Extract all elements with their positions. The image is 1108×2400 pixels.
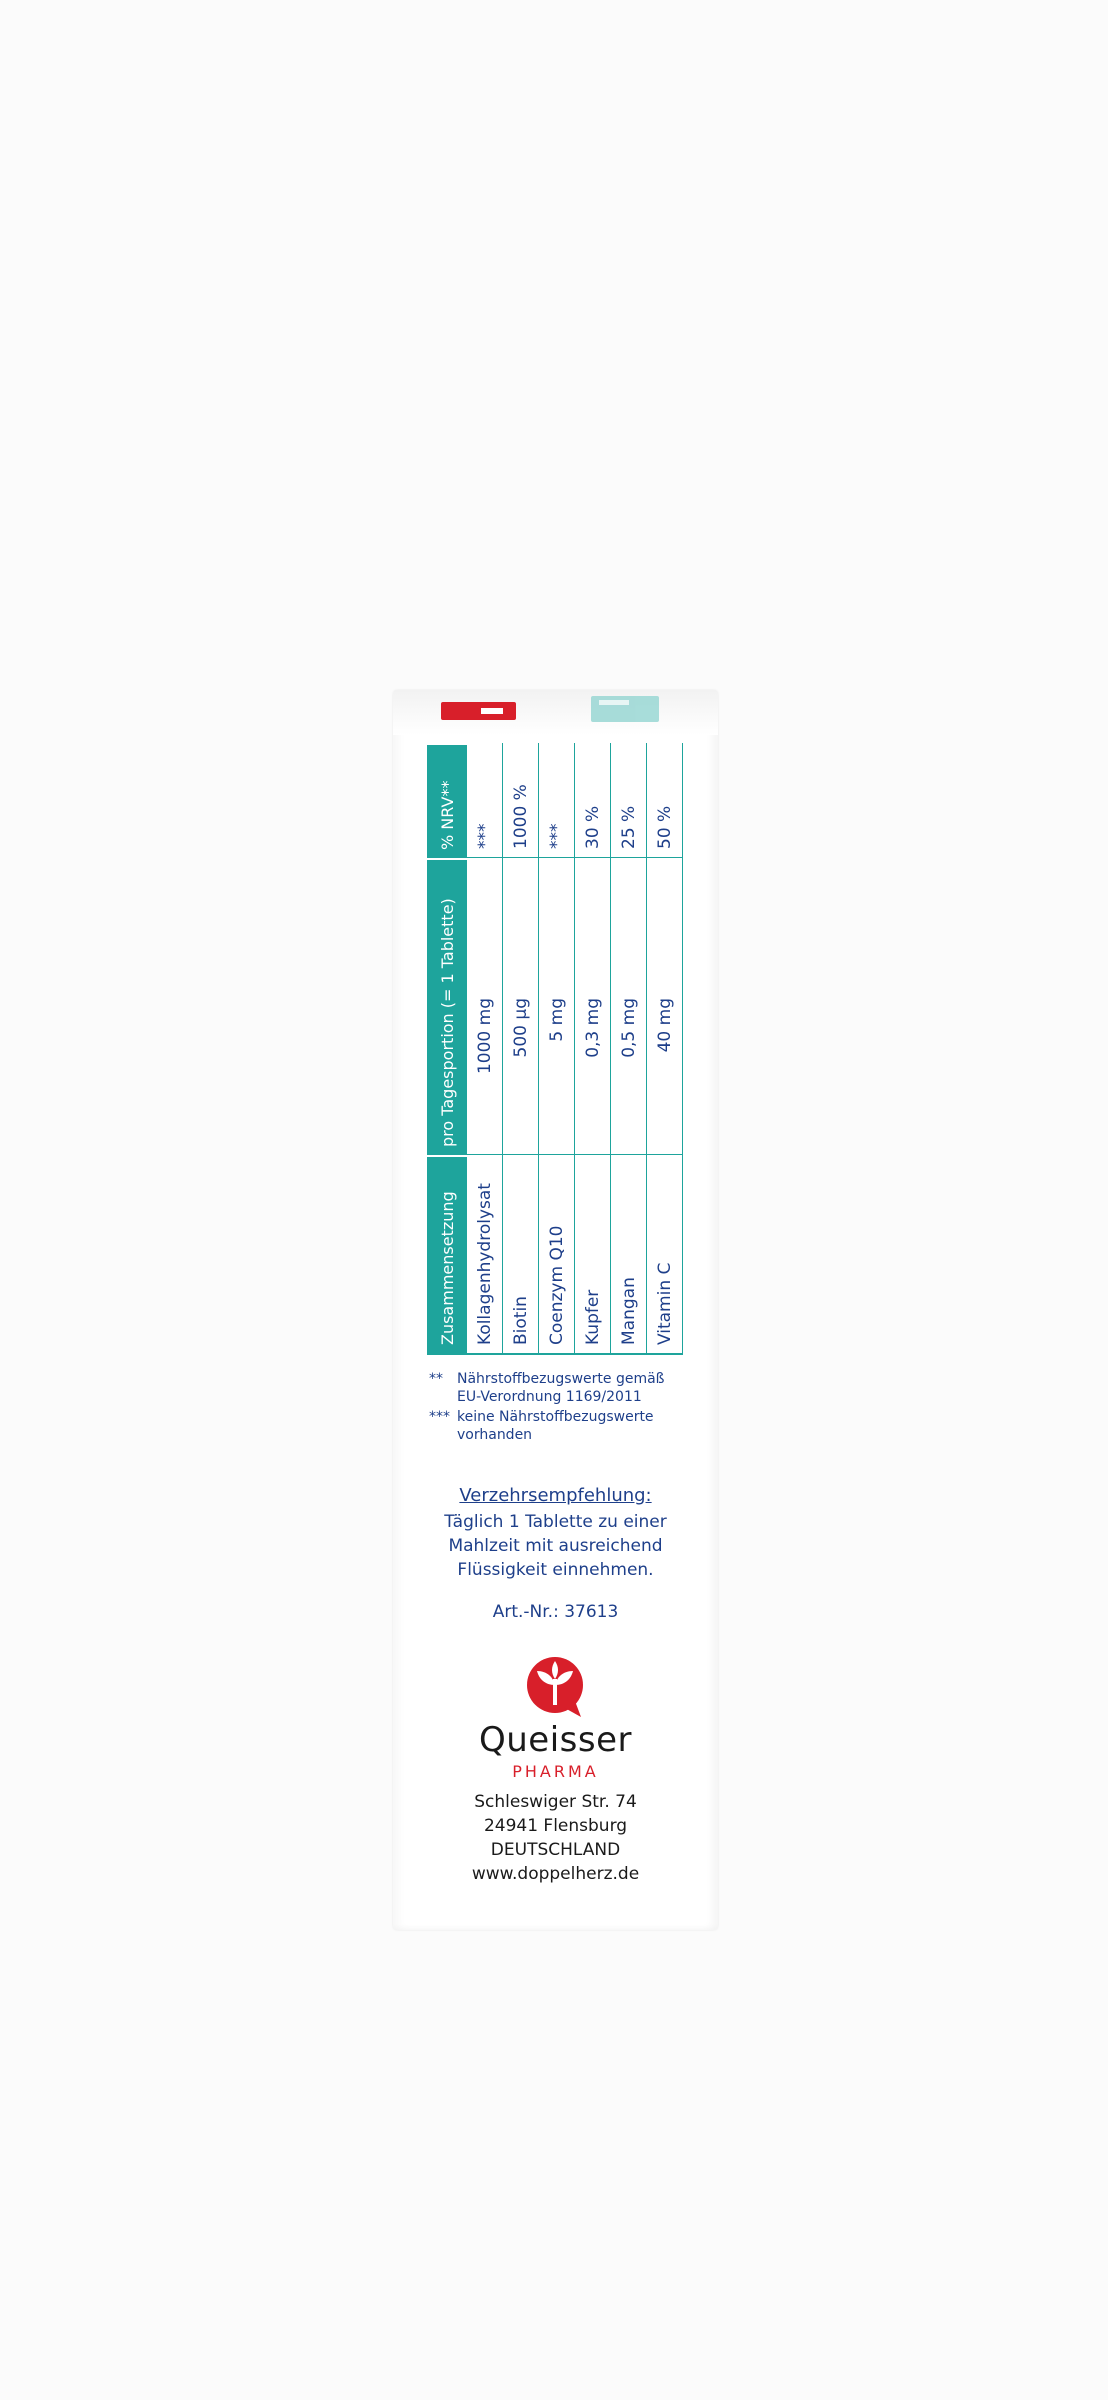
table-cell-ingredient: Biotin bbox=[503, 1155, 539, 1353]
nutrition-table bbox=[427, 743, 683, 1355]
recommendation-text: Täglich 1 Tablette zu einer Mahlzeit mit ausreichend Flüssigkeit einnehmen. bbox=[444, 1512, 667, 1580]
header-nrv: % NRV** bbox=[427, 743, 467, 858]
article-number: Art.-Nr.: 37613 bbox=[492, 1602, 619, 1622]
address-block bbox=[393, 1790, 718, 1886]
product-box-side-panel bbox=[393, 690, 718, 1930]
table-cell-amount: 500 µg bbox=[503, 858, 539, 1155]
table-cell-ingredient: Kollagenhydrolysat bbox=[467, 1155, 503, 1353]
recommendation-title: Verzehrsempfehlung: bbox=[459, 1485, 652, 1506]
box-top-flap bbox=[393, 690, 718, 735]
address-street: Schleswiger Str. 74 bbox=[474, 1792, 637, 1812]
website-link[interactable]: www.doppelherz.de bbox=[471, 1864, 640, 1884]
footnote-mark: ** bbox=[429, 1371, 443, 1387]
table-cell-nrv: *** bbox=[467, 743, 503, 858]
footnote-text: keine Nährstoffbezugswerte vorhanden bbox=[457, 1409, 654, 1443]
footnote-mark: *** bbox=[429, 1409, 450, 1425]
nutrition-table-container bbox=[427, 745, 683, 1355]
header-daily-portion: pro Tagesportion (= 1 Tablette) bbox=[427, 858, 467, 1155]
table-cell-amount: 0,5 mg bbox=[611, 858, 647, 1155]
table-cell-ingredient: Coenzym Q10 bbox=[539, 1155, 575, 1353]
header-composition: Zusammensetzung bbox=[427, 1155, 467, 1353]
table-cell-amount: 1000 mg bbox=[467, 858, 503, 1155]
table-cell-amount: 40 mg bbox=[647, 858, 683, 1155]
table-cell-amount: 0,3 mg bbox=[575, 858, 611, 1155]
address-city: 24941 Flensburg bbox=[483, 1816, 628, 1836]
footnote bbox=[429, 1408, 689, 1444]
footnote bbox=[429, 1370, 689, 1406]
table-cell-ingredient: Mangan bbox=[611, 1155, 647, 1353]
table-cell-nrv: 30 % bbox=[575, 743, 611, 858]
brand-name: Queisser bbox=[479, 1720, 632, 1760]
table-cell-nrv: 25 % bbox=[611, 743, 647, 858]
table-cell-ingredient: Vitamin C bbox=[647, 1155, 683, 1353]
queisser-leaf-logo-icon bbox=[523, 1655, 587, 1719]
table-cell-nrv: *** bbox=[539, 743, 575, 858]
table-cell-nrv: 1000 % bbox=[503, 743, 539, 858]
address-country: DEUTSCHLAND bbox=[490, 1840, 621, 1860]
flap-teal-print bbox=[591, 696, 659, 722]
brand-sub: PHARMA bbox=[512, 1762, 599, 1781]
footnotes bbox=[429, 1370, 689, 1446]
table-cell-amount: 5 mg bbox=[539, 858, 575, 1155]
table-cell-nrv: 50 % bbox=[647, 743, 683, 858]
table-cell-ingredient: Kupfer bbox=[575, 1155, 611, 1353]
flap-red-print bbox=[441, 702, 516, 720]
footnote-text: Nährstoffbezugswerte gemäß EU-Verordnung 1169/2011 bbox=[457, 1371, 665, 1405]
